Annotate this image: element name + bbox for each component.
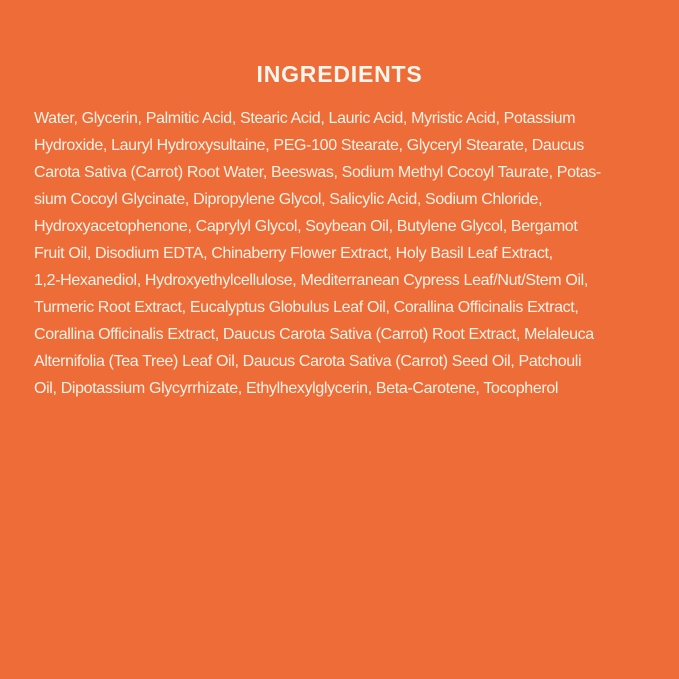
ingredients-line: Corallina Officinalis Extract, Daucus Carota Sativa (Carrot) Root Extract, Melaleuca — [34, 326, 594, 343]
ingredients-line: Turmeric Root Extract, Eucalyptus Globulus Leaf Oil, Corallina Officinalis Extract, — [34, 299, 579, 316]
ingredients-line: Fruit Oil, Disodium EDTA, Chinaberry Flower Extract, Holy Basil Leaf Extract, — [34, 245, 553, 262]
ingredients-line: 1,2-Hexanediol, Hydroxyethylcellulose, Mediterranean Cypress Leaf/Nut/Stem Oil, — [34, 272, 588, 289]
ingredients-line: Oil, Dipotassium Glycyrrhizate, Ethylhexylglycerin, Beta-Carotene, Tocopherol — [34, 380, 559, 397]
ingredients-line: sium Cocoyl Glycinate, Dipropylene Glycol, Salicylic Acid, Sodium Chloride, — [34, 191, 543, 208]
ingredients-line: Alternifolia (Tea Tree) Leaf Oil, Daucus Carota Sativa (Carrot) Seed Oil, Patchouli — [34, 353, 582, 370]
ingredients-title: INGREDIENTS — [256, 61, 423, 87]
ingredients-line: Hydroxyacetophenone, Caprylyl Glycol, Soybean Oil, Butylene Glycol, Bergamot — [34, 218, 578, 235]
ingredients-list — [0, 105, 679, 402]
ingredients-line: Hydroxide, Lauryl Hydroxysultaine, PEG-100 Stearate, Glyceryl Stearate, Daucus — [34, 137, 584, 154]
ingredients-line: Water, Glycerin, Palmitic Acid, Stearic Acid, Lauric Acid, Myristic Acid, Potassium — [34, 110, 576, 127]
ingredients-line: Carota Sativa (Carrot) Root Water, Beeswas, Sodium Methyl Cocoyl Taurate, Potas- — [34, 164, 601, 181]
